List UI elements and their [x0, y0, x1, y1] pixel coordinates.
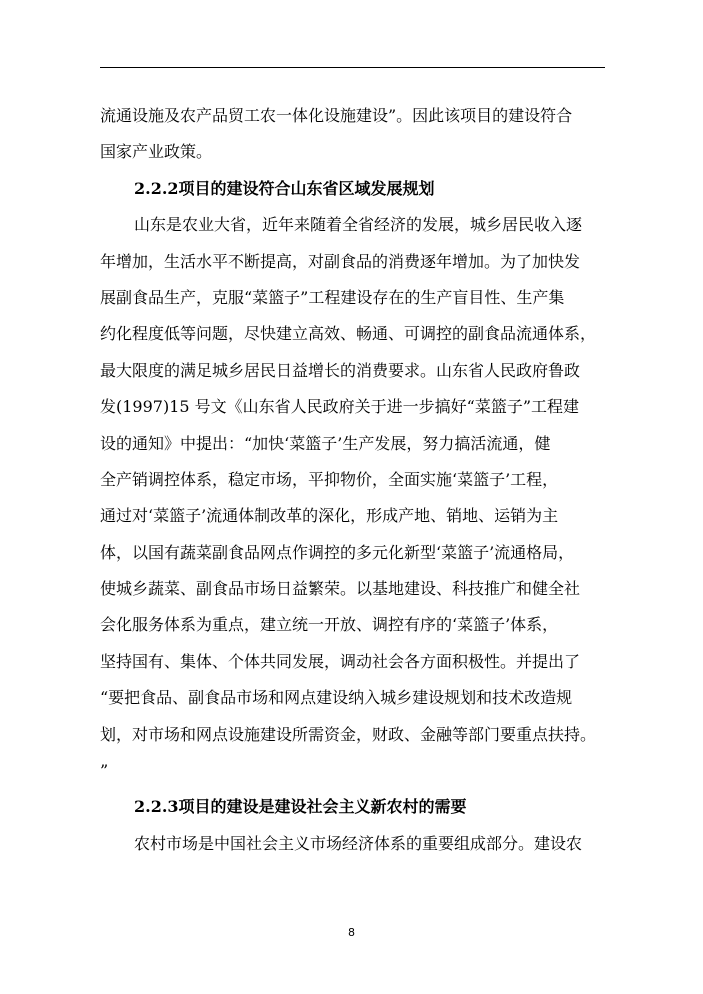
paragraph [100, 98, 605, 171]
text-line: 设的通知》中提出：“加快‘菜篮子’生产发展，努力搞活流通，健 [100, 433, 551, 453]
text-line: 约化程度低等问题，尽快建立高效、畅通、可调控的副食品流通体系， [100, 324, 597, 344]
text-line: 通过对‘菜篮子’流通体制改革的深化，形成产地、销地、运销为主 [100, 506, 559, 526]
paragraph [100, 826, 605, 862]
paragraph [100, 207, 605, 789]
text-line: 体，以国有蔬菜副食品网点作调控的多元化新型‘菜篮子’流通格局， [100, 542, 575, 562]
text-line: 坚持国有、集体、个体共同发展，调动社会各方面积极性。并提出了 [100, 651, 581, 671]
text-line: 国家产业政策。 [100, 142, 213, 162]
header-rule [100, 67, 605, 68]
text-line: 最大限度的满足城乡居民日益增长的消费要求。山东省人民政府鲁政 [100, 360, 581, 380]
text-line: 山东是农业大省，近年来随着全省经济的发展，城乡居民收入逐 [134, 215, 583, 235]
text-line: 会化服务体系为重点，建立统一开放、调控有序的‘菜篮子’体系， [100, 615, 559, 635]
text-line: 使城乡蔬菜、副食品市场日益繁荣。以基地建设、科技推广和健全社 [100, 579, 581, 599]
section-heading: 2.2.2项目的建设符合山东省区域发展规划 [134, 178, 435, 198]
text-line: 全产销调控体系，稳定市场，平抑物价，全面实施‘菜篮子’工程， [100, 469, 559, 489]
text-line: ” [100, 761, 109, 781]
section-heading: 2.2.3项目的建设是建设社会主义新农村的需要 [134, 797, 467, 817]
text-line: 划，对市场和网点设施建设所需资金，财政、金融等部门要重点扶持。 [100, 724, 597, 744]
page-number: 8 [348, 926, 355, 939]
text-line: 发(1997)15 号文《山东省人民政府关于进一步搞好“菜篮子”工程建 [100, 397, 580, 417]
text-line: 展副食品生产，克服“菜篮子”工程建设存在的生产盲目性、生产集 [100, 287, 565, 307]
text-line: 年增加，生活水平不断提高，对副食品的消费逐年增加。为了加快发 [100, 251, 581, 271]
document-body [100, 98, 605, 862]
text-line: “要把食品、副食品市场和网点建设纳入城乡建设规划和技术改造规 [100, 688, 573, 708]
text-line: 流通设施及农产品贸工农一体化设施建设”。因此该项目的建设符合 [100, 106, 573, 125]
text-line: 农村市场是中国社会主义市场经济体系的重要组成部分。建设农 [134, 833, 583, 853]
